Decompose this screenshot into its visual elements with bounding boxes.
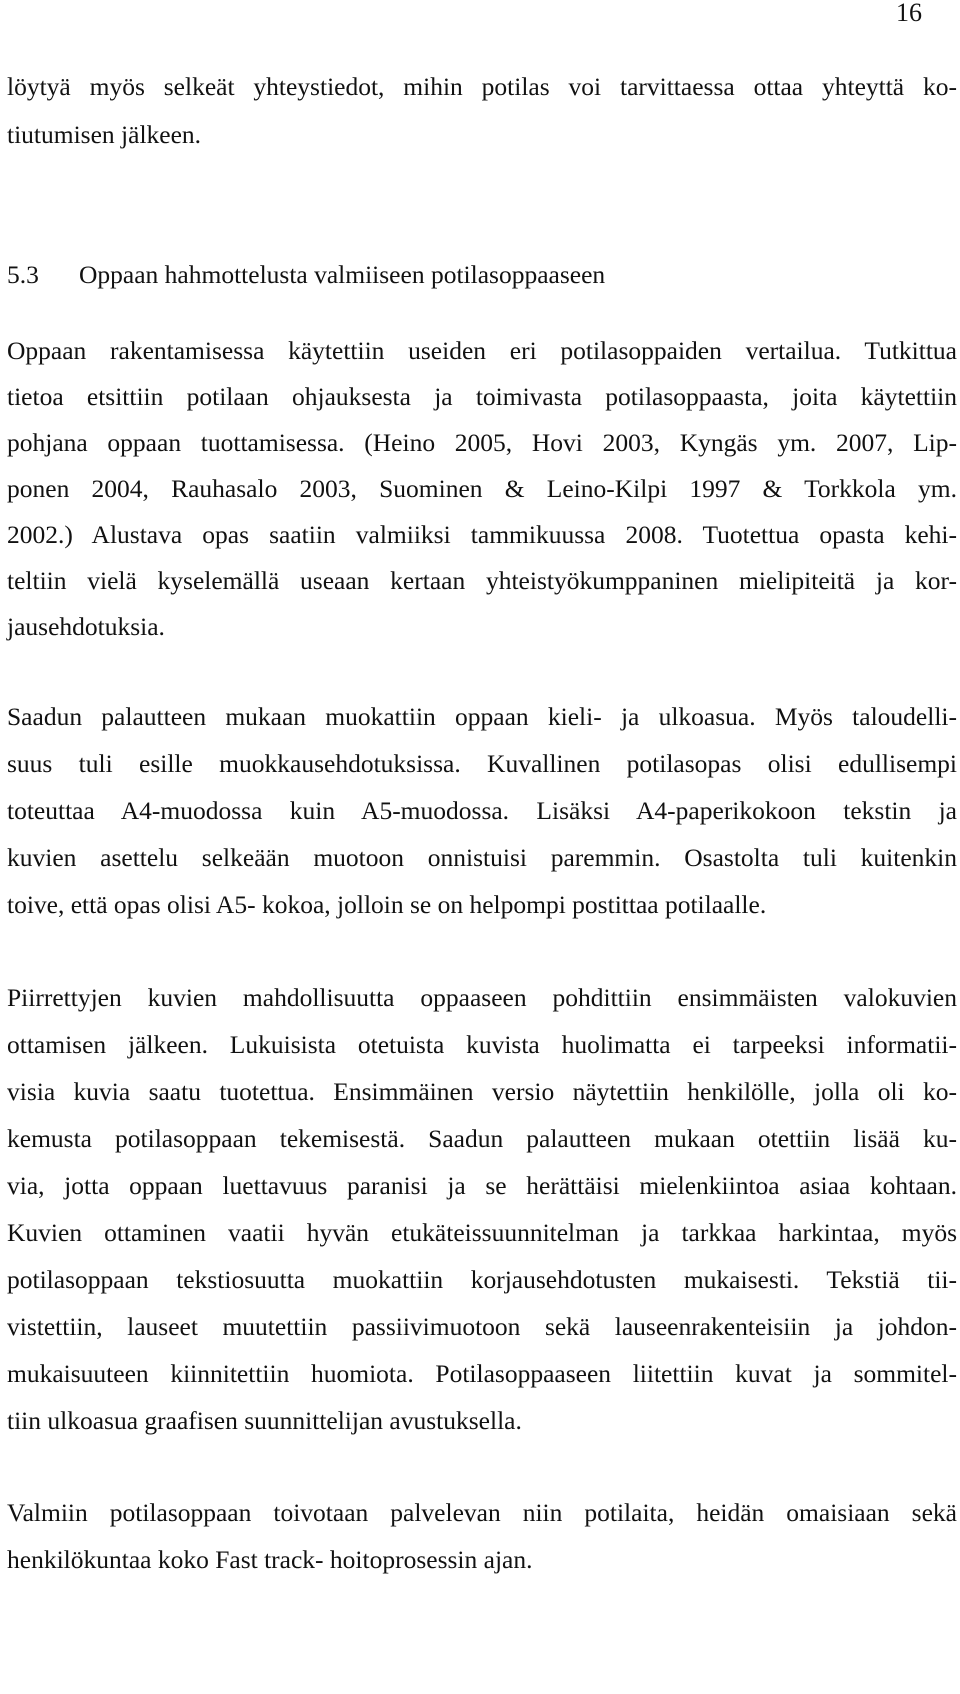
page-number: 16 <box>896 0 922 27</box>
text-line: 2002.) Alustava opas saatiin valmiiksi tammikuussa 2008. Tuotettua opasta kehi- <box>7 520 957 549</box>
text-line: mukaisuuteen kiinnitettiin huomiota. Potilasoppaaseen liitettiin kuvat ja sommitel- <box>7 1359 957 1388</box>
text-line: tietoa etsittiin potilaan ohjauksesta ja toimivasta potilasoppaasta, joita käytettiin <box>7 382 957 411</box>
text-line: pohjana oppaan tuottamisessa. (Heino 2005, Hovi 2003, Kyngäs ym. 2007, Lip- <box>7 428 957 457</box>
section-title: Oppaan hahmottelusta valmiiseen potilasoppaaseen <box>79 260 606 289</box>
text-line: kemusta potilasoppaan tekemisestä. Saadun palautteen mukaan otettiin lisää ku- <box>7 1124 957 1153</box>
text-line: potilasoppaan tekstiosuutta muokattiin korjausehdotusten mukaisesti. Tekstiä tii- <box>7 1265 957 1294</box>
text-line: toive, että opas olisi A5- kokoa, jolloin se on helpompi postittaa potilaalle. <box>7 890 767 919</box>
text-line: tiin ulkoasua graafisen suunnittelijan avustuksella. <box>7 1406 522 1435</box>
text-line: Piirrettyjen kuvien mahdollisuutta oppaaseen pohdittiin ensimmäisten valokuvien <box>7 983 957 1012</box>
text-line: teltiin vielä kyselemällä useaan kertaan yhteistyökumppaninen mielipiteitä ja kor- <box>7 566 957 595</box>
section-heading <box>7 260 605 290</box>
text-line: toteuttaa A4-muodossa kuin A5-muodossa. Lisäksi A4-paperikokoon tekstin ja <box>7 796 957 825</box>
text-line: Valmiin potilasoppaan toivotaan palvelevan niin potilaita, heidän omaisiaan sekä <box>7 1498 957 1527</box>
text-line: vistettiin, lauseet muutettiin passiivimuotoon sekä lauseenrakenteisiin ja johdon- <box>7 1312 957 1341</box>
text-line: Saadun palautteen mukaan muokattiin oppaan kieli- ja ulkoasua. Myös taloudelli- <box>7 702 957 731</box>
text-line: suus tuli esille muokkausehdotuksissa. Kuvallinen potilasopas olisi edullisempi <box>7 749 957 778</box>
text-line: via, jotta oppaan luettavuus paranisi ja se herättäisi mielenkiintoa asiaa kohtaan. <box>7 1171 957 1200</box>
text-line: Kuvien ottaminen vaatii hyvän etukäteissuunnitelman ja tarkkaa harkintaa, myös <box>7 1218 957 1247</box>
text-line: kuvien asettelu selkeään muotoon onnistuisi paremmin. Osastolta tuli kuitenkin <box>7 843 957 872</box>
text-line: ottamisen jälkeen. Lukuisista otetuista kuvista huolimatta ei tarpeeksi informatii- <box>7 1030 957 1059</box>
text-line: tiutumisen jälkeen. <box>7 120 202 149</box>
text-line: henkilökuntaa koko Fast track- hoitoprosessin ajan. <box>7 1545 533 1574</box>
section-number: 5.3 <box>7 260 39 289</box>
text-line: visia kuvia saatu tuotettua. Ensimmäinen versio näytettiin henkilölle, jolla oli ko- <box>7 1077 957 1106</box>
text-line: Oppaan rakentamisessa käytettiin useiden eri potilasoppaiden vertailua. Tutkittua <box>7 336 957 365</box>
text-line: jausehdotuksia. <box>7 612 165 641</box>
text-line: löytyä myös selkeät yhteystiedot, mihin potilas voi tarvittaessa ottaa yhteyttä ko- <box>7 72 957 101</box>
text-line: ponen 2004, Rauhasalo 2003, Suominen & Leino-Kilpi 1997 & Torkkola ym. <box>7 474 957 503</box>
